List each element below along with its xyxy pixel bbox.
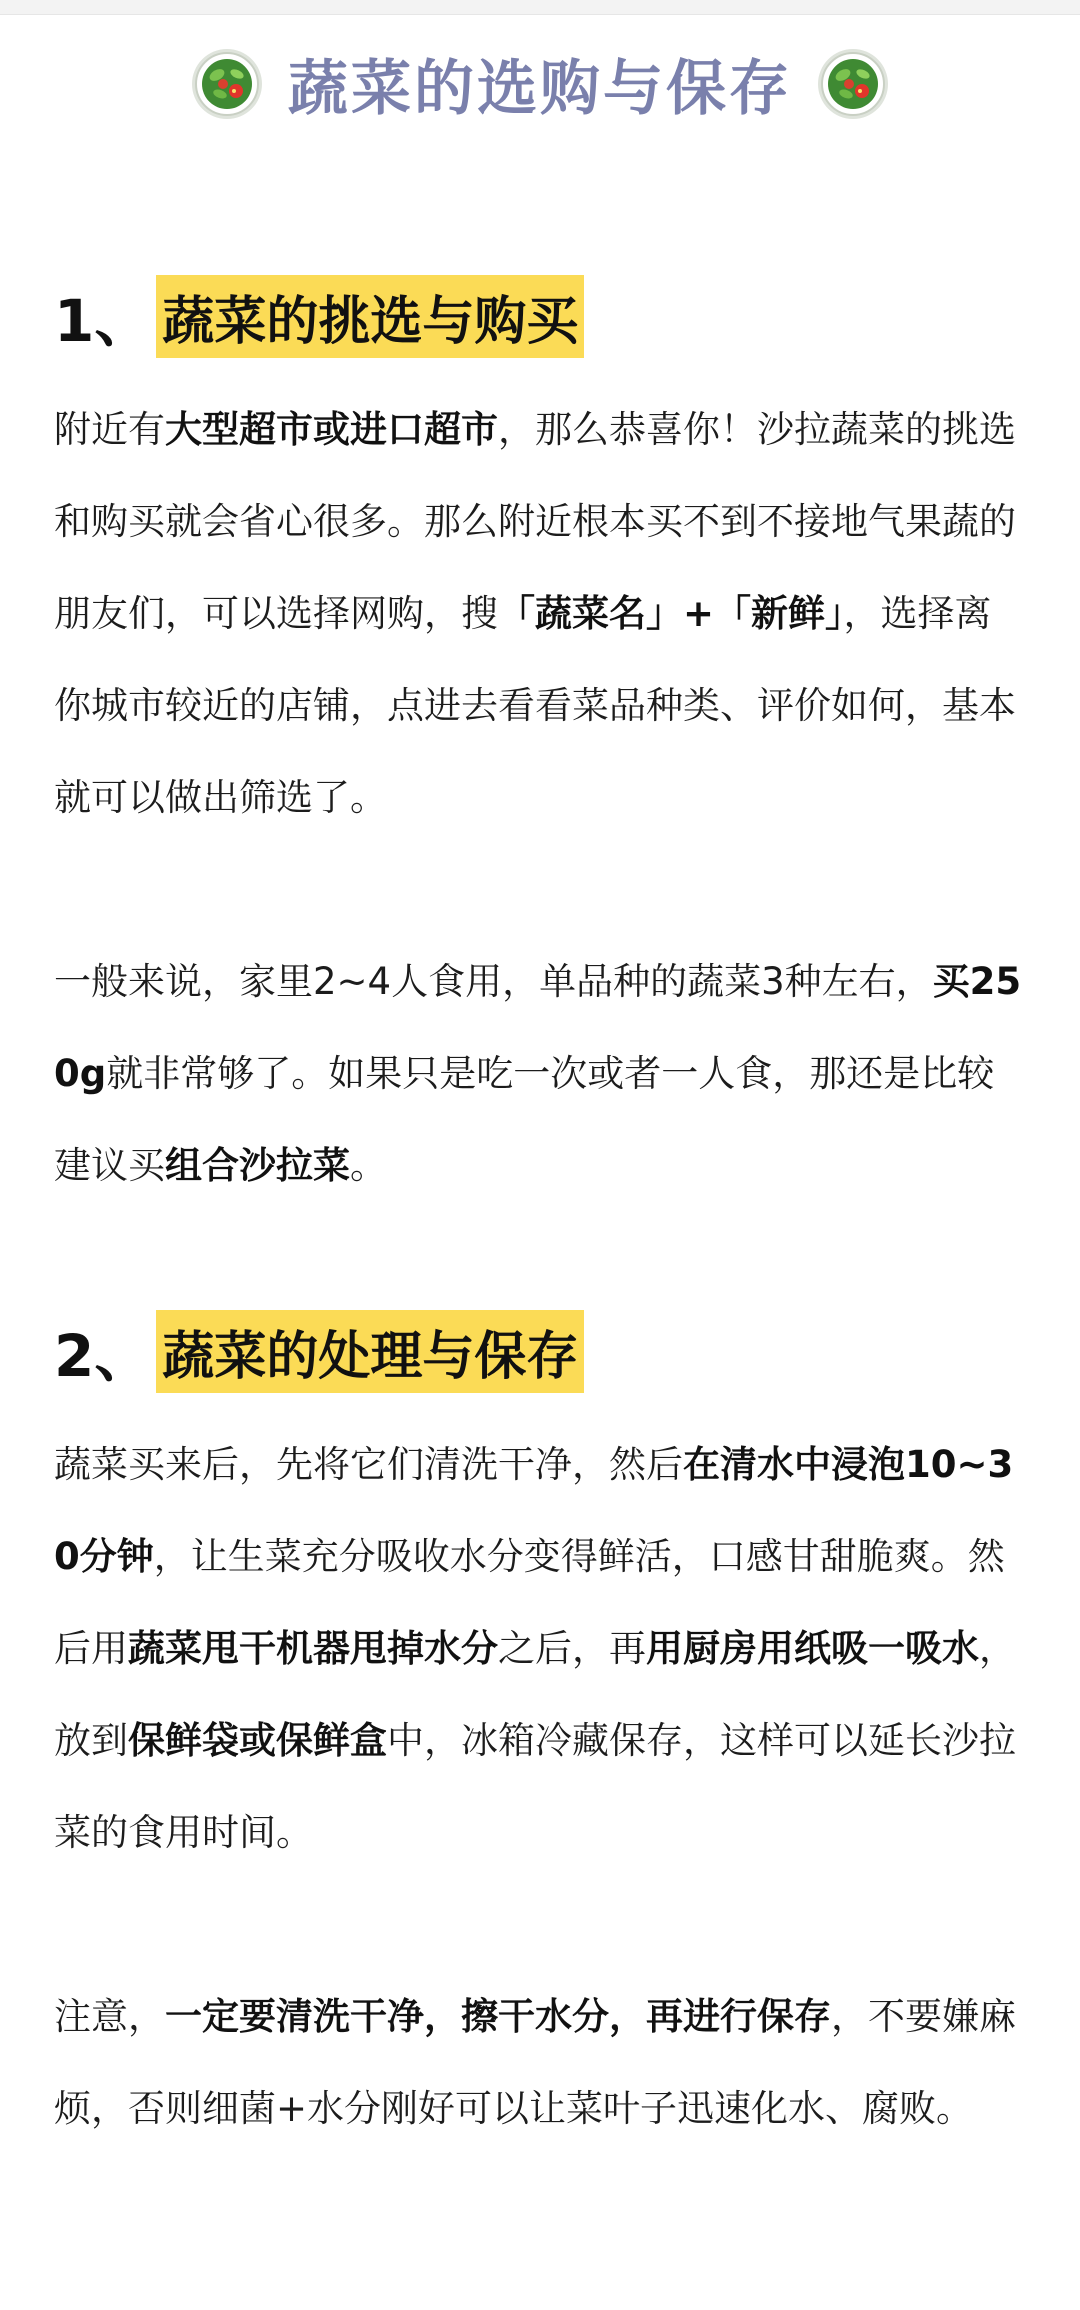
page-title: 蔬菜的选购与保存 bbox=[288, 54, 792, 124]
text-run: ，让生菜充分吸收水分变得鲜活，口感甘甜脆爽。然后用 bbox=[54, 1535, 1005, 1670]
bold-text: 「蔬菜名」+「新鲜」 bbox=[498, 592, 844, 635]
bold-text: 蔬菜甩干机器甩掉水分 bbox=[128, 1627, 498, 1670]
bold-text: 用厨房用纸吸一吸水 bbox=[646, 1627, 979, 1670]
section-number: 1、 bbox=[54, 287, 153, 355]
bold-text: 大型超市或进口超市 bbox=[165, 408, 498, 451]
bold-text: 买250g bbox=[54, 960, 1022, 1095]
bold-text: 一定要清洗干净，擦干水分，再进行保存 bbox=[165, 1995, 831, 2038]
text-run: 就非常够了。如果只是吃一次或者一人食，那还是比较建议买 bbox=[54, 1052, 995, 1187]
text-run: ，那么恭喜你！沙拉蔬菜的挑选和购买就会省心很多。那么附近根本买不到不接地气果蔬的朋友们，可以选择网购，搜 bbox=[54, 408, 1016, 635]
paragraph bbox=[54, 1419, 1024, 1879]
bold-text: 在清水中浸泡10~30分钟 bbox=[54, 1443, 1014, 1578]
text-run: 蔬菜买来后，先将它们清洗干净，然后 bbox=[54, 1443, 683, 1486]
text-run: 中，冰箱冷藏保存，这样可以延长沙拉菜的食用时间。 bbox=[54, 1719, 1016, 1854]
top-divider bbox=[0, 0, 1080, 15]
section-heading bbox=[54, 1305, 1024, 1397]
paragraph bbox=[54, 1971, 1024, 2155]
text-run: 。 bbox=[350, 1144, 387, 1187]
salad-bowl-icon bbox=[816, 47, 890, 121]
paragraph bbox=[54, 384, 1024, 844]
section-selection-and-purchase bbox=[54, 270, 1024, 1212]
text-run: 一般来说，家里2~4人食用，单品种的蔬菜3种左右， bbox=[54, 960, 933, 1003]
bold-text: 组合沙拉菜 bbox=[165, 1144, 350, 1187]
text-run: ，不要嫌麻烦，否则细菌+水分刚好可以让菜叶子迅速化水、腐败。 bbox=[54, 1995, 1016, 2130]
text-run: 附近有 bbox=[54, 408, 165, 451]
section-title: 蔬菜的处理与保存 bbox=[156, 1310, 584, 1393]
text-run: 注意， bbox=[54, 1995, 165, 2038]
section-number: 2、 bbox=[54, 1322, 153, 1390]
page-header bbox=[0, 38, 1080, 130]
bold-text: 保鲜袋或保鲜盒 bbox=[128, 1719, 387, 1762]
section-heading bbox=[54, 270, 1024, 362]
section-handling-and-storage bbox=[54, 1305, 1024, 2155]
section-title: 蔬菜的挑选与购买 bbox=[156, 275, 584, 358]
text-run: ，放到 bbox=[54, 1627, 1016, 1762]
paragraph bbox=[54, 936, 1024, 1212]
text-run: 之后，再 bbox=[498, 1627, 646, 1670]
text-run: ，选择离你城市较近的店铺，点进去看看菜品种类、评价如何，基本就可以做出筛选了。 bbox=[54, 592, 1016, 819]
salad-bowl-icon bbox=[190, 47, 264, 121]
